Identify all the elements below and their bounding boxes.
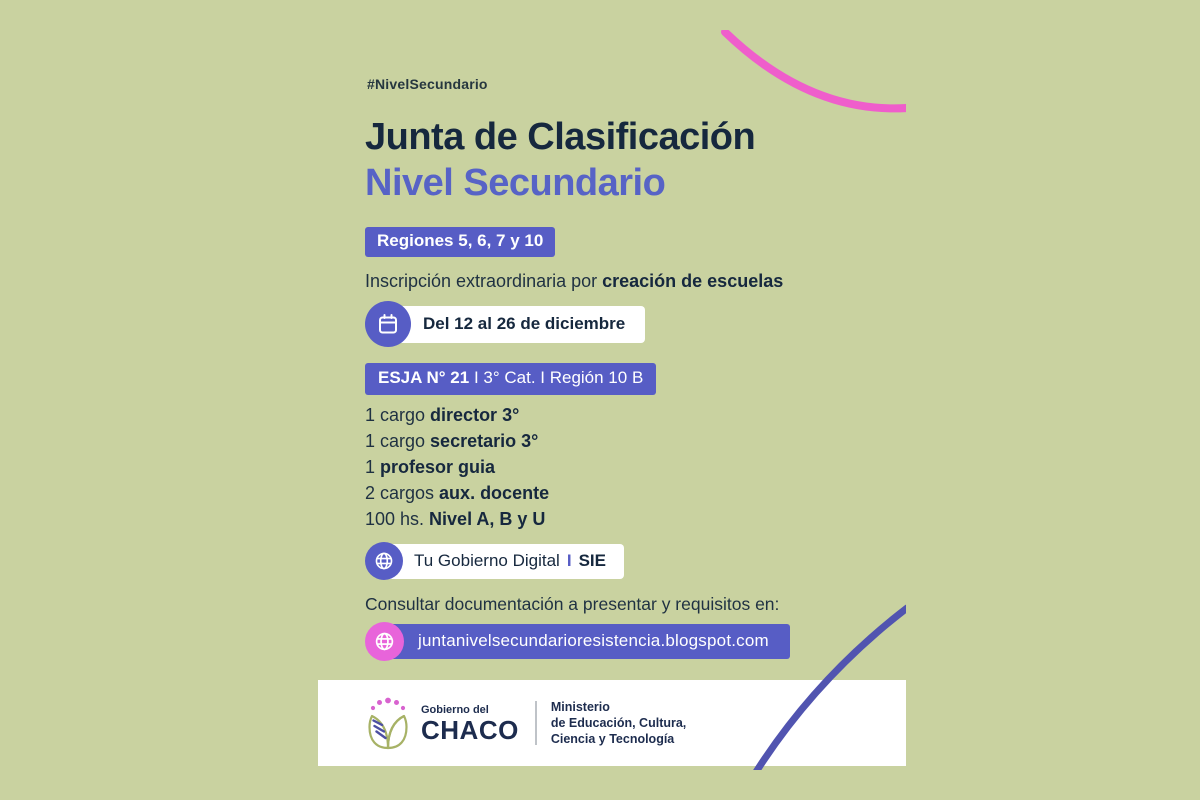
positions-list (365, 402, 549, 532)
chaco-flower-logo-icon (365, 695, 411, 751)
regions-badge: Regiones 5, 6, 7 y 10 (365, 227, 555, 257)
position-item: 1 cargo director 3° (365, 405, 520, 425)
gov-digital-text: Tu Gobierno Digital I SIE (383, 544, 624, 579)
globe-icon (365, 542, 403, 580)
chaco-label: CHACO (421, 714, 519, 745)
esja-bold: ESJA N° 21 (378, 368, 470, 387)
url-bar[interactable] (365, 622, 790, 661)
position-item: 100 hs. Nivel A, B y U (365, 509, 546, 529)
intro-bold: creación de escuelas (602, 271, 784, 291)
pink-curve (725, 32, 906, 108)
footer-divider (535, 701, 537, 745)
footer-logo-group (365, 695, 686, 751)
flyer (318, 30, 906, 770)
esja-rest: I 3° Cat. I Región 10 B (469, 368, 644, 387)
position-item: 1 cargo secretario 3° (365, 431, 539, 451)
pill-separator: I (566, 550, 572, 570)
date-text: Del 12 al 26 de diciembre (387, 306, 645, 343)
esja-badge (365, 363, 656, 395)
title-line-1: Junta de Clasificación (365, 116, 756, 158)
globe-icon (365, 622, 404, 661)
intro-text (365, 271, 783, 292)
url-text[interactable]: juntanivelsecundarioresistencia.blogspot.com (384, 624, 790, 659)
gobierno-del-label: Gobierno del (421, 703, 489, 716)
position-item: 2 cargos aux. docente (365, 483, 550, 503)
date-pill (365, 301, 645, 347)
footer-bar (318, 680, 906, 766)
page-title (365, 114, 755, 206)
title-line-2: Nivel Secundario (365, 162, 666, 204)
gov-chaco-wordmark (421, 704, 519, 743)
ministry-label: Ministerio de Educación, Cultura, Ciencia y Tecnología (550, 700, 687, 746)
consult-text: Consultar documentación a presentar y requisitos en: (365, 594, 780, 614)
hashtag: #NivelSecundario (367, 76, 488, 92)
intro-regular: Inscripción extraordinaria por (365, 271, 603, 291)
gov-digital-pill (365, 542, 624, 580)
position-item: 1 profesor guia (365, 457, 496, 477)
calendar-icon (365, 301, 411, 347)
